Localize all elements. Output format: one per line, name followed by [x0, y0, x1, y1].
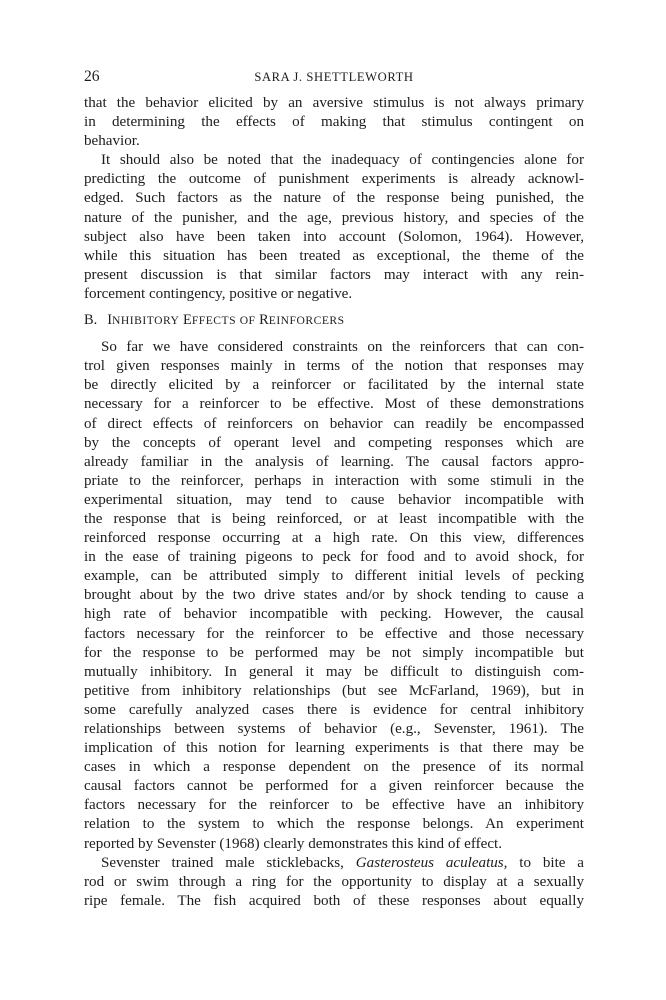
- page-header: [84, 66, 584, 88]
- text-line: in determining the effects of making that stimulus contingent on: [84, 114, 584, 131]
- text-line: Sevenster trained male sticklebacks, Gasterosteus aculeatus, to bite a: [101, 854, 584, 871]
- text-line: be directly elicited by a reinforcer or facilitated by the internal state: [84, 377, 584, 394]
- text-line: mutually inhibitory. In general it may be difficult to distinguish com-: [84, 663, 584, 680]
- species-name: Gasterosteus aculeatus,: [355, 854, 508, 871]
- text-line: while this situation has been treated as exceptional, the theme of the: [84, 247, 584, 264]
- text-line: in the ease of training pigeons to peck for food and to avoid shock, for: [84, 549, 584, 566]
- text-line: So far we have considered constraints on the reinforcers that can con-: [101, 339, 584, 356]
- text-line: ripe female. The fish acquired both of these responses about equally: [84, 892, 584, 909]
- paragraph-4: [84, 854, 584, 911]
- text-line: reported by Sevenster (1968) clearly demonstrates this kind of effect.: [84, 835, 503, 852]
- text-line: necessary for a reinforcer to be effective. Most of these demonstrations: [84, 396, 584, 413]
- text-line: cases in which a response dependent on the presence of its normal: [84, 759, 584, 776]
- text-line: behavior.: [84, 133, 140, 150]
- text-line: experimental situation, may tend to cause behavior incompatible with: [84, 491, 584, 508]
- paragraph-1: [84, 94, 584, 151]
- text-line: forcement contingency, positive or negative.: [84, 285, 353, 302]
- paragraph-2: [84, 151, 584, 304]
- paragraph-3: [84, 338, 584, 854]
- text-line: present discussion is that similar factors may interact with any rein-: [84, 266, 584, 283]
- text-line: by the concepts of operant level and competing responses which are: [84, 434, 584, 451]
- text-line: rod or swim through a ring for the opportunity to display at a sexually: [84, 873, 584, 890]
- text-line: petitive from inhibitory relationships (but see McFarland, 1969), but in: [84, 682, 584, 699]
- text-line: brought about by the two drive states and/or by shock tending to cause a: [84, 587, 584, 604]
- section-letter: B.: [84, 312, 98, 329]
- text-line: for the response to be performed may be not simply incompatible but: [84, 644, 584, 661]
- text-line: reinforced response occurring at a high rate. On this view, differences: [84, 530, 584, 547]
- text-line: already familiar in the analysis of learning. The causal factors appro-: [84, 453, 584, 470]
- section-heading: B. INHIBITORY EFFECTS OF REINFORCERS: [84, 312, 345, 329]
- text-line: that the behavior elicited by an aversive stimulus is not always primary: [84, 95, 584, 111]
- text-line: priate to the reinforcer, perhaps in interaction with some stimuli in the: [84, 472, 584, 489]
- text-line: It should also be noted that the inadequacy of contingencies alone for: [101, 152, 584, 169]
- page-number: 26: [84, 68, 100, 85]
- text-line: relationships between systems of behavior (e.g., Sevenster, 1961). The: [84, 721, 584, 737]
- text-line: factors necessary for the reinforcer to be effective and those necessary: [84, 625, 584, 642]
- text-line: example, can be attributed simply to different initial levels of pecking: [84, 568, 584, 585]
- text-block: [84, 66, 584, 911]
- text-line: subject also have been taken into account (Solomon, 1964). However,: [84, 228, 584, 245]
- text-line: edged. Such factors as the nature of the response being punished, the: [84, 190, 584, 207]
- text-line: high rate of behavior incompatible with pecking. However, the causal: [84, 606, 584, 623]
- text-line: nature of the punisher, and the age, previous history, and species of the: [84, 209, 584, 226]
- text-line: implication of this notion for learning experiments is that there may be: [84, 740, 584, 757]
- text-line: causal factors cannot be performed for a given reinforcer because the: [84, 778, 584, 795]
- text-line: of direct effects of reinforcers on behavior can readily be encompassed: [84, 415, 584, 432]
- text-line: some carefully analyzed cases there is evidence for central inhibitory: [84, 701, 584, 718]
- text-line: factors necessary for the reinforcer to be effective have an inhibitory: [84, 797, 584, 814]
- text-line: predicting the outcome of punishment experiments is already acknowl-: [84, 171, 584, 188]
- text-line: the response that is being reinforced, or at least incompatible with the: [84, 510, 584, 527]
- running-head: SARA J. SHETTLEWORTH: [254, 70, 414, 84]
- text-line: trol given responses mainly in terms of the notion that responses may: [84, 358, 584, 375]
- text-line: relation to the system to which the response belongs. An experiment: [84, 816, 584, 833]
